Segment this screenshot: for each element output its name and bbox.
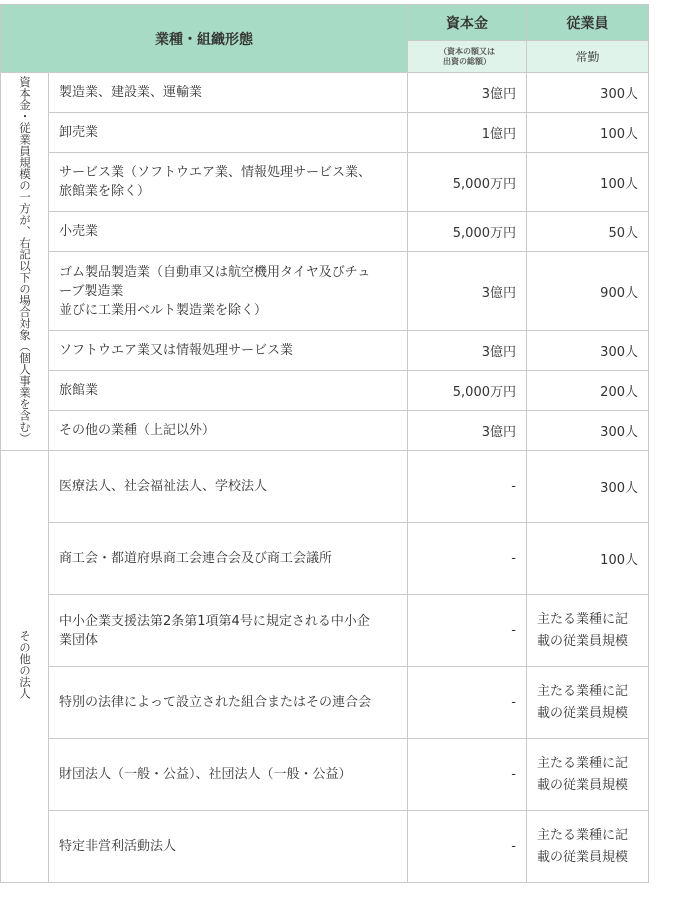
employees-value xyxy=(527,595,649,667)
employees-value-line: 主たる業種に記 xyxy=(537,755,629,771)
industry-name-line: 小売業 xyxy=(59,224,99,239)
industry-name-line: 特定非営利活動法人 xyxy=(59,839,177,854)
employees-note: 常勤 xyxy=(527,41,649,73)
industry-name xyxy=(49,153,408,212)
industry-name-line: ーブ製造業 xyxy=(59,283,124,299)
table-row xyxy=(1,113,649,153)
employees-value: 900人 xyxy=(527,252,649,331)
employees-value-line: 載の従業員規模 xyxy=(537,633,629,649)
industry-name-line: 並びに工業用ベルト製造業を除く） xyxy=(59,302,268,318)
industry-name xyxy=(49,411,408,451)
industry-name xyxy=(49,523,408,595)
industry-name-line: サービス業（ソフトウエア業、情報処理サービス業、 xyxy=(59,165,372,180)
employees-value-line: 300人 xyxy=(600,481,638,496)
industry-name-line: 業団体 xyxy=(59,632,99,648)
industry-name-line: その他の業種（上記以外） xyxy=(59,423,216,438)
industry-name-line: 医療法人、社会福祉法人、学校法人 xyxy=(59,479,268,494)
industry-name xyxy=(49,252,408,331)
industry-name-line: 卸売業 xyxy=(59,125,99,140)
industry-name-line: ゴム製品製造業（自動車又は航空機用タイヤ及びチュ xyxy=(59,264,371,280)
capital-value: 1億円 xyxy=(408,113,527,153)
table-row xyxy=(1,595,649,667)
industry-name-line: 旅館業を除く） xyxy=(59,184,151,199)
group-label-cell xyxy=(1,451,49,883)
sme-definition-table xyxy=(0,4,649,883)
capital-header: 資本金 xyxy=(408,5,527,41)
employees-value: 300人 xyxy=(527,73,649,113)
industry-name xyxy=(49,371,408,411)
employees-value: 300人 xyxy=(527,411,649,451)
table-row xyxy=(1,523,649,595)
employees-value-line: 載の従業員規模 xyxy=(537,777,629,793)
group-label: その他の法人 xyxy=(18,630,32,699)
capital-value: - xyxy=(408,595,527,667)
employees-value xyxy=(527,811,649,883)
capital-value: - xyxy=(408,811,527,883)
capital-value: 3億円 xyxy=(408,73,527,113)
employees-value xyxy=(527,667,649,739)
capital-value: - xyxy=(408,451,527,523)
industry-name xyxy=(49,73,408,113)
group-label: 資本金・従業員規模の一方が、右記以下の場合対象（個人事業を含む） xyxy=(18,75,32,444)
table-body xyxy=(1,73,649,883)
employees-value-line: 100人 xyxy=(600,553,638,568)
employees-value-line: 載の従業員規模 xyxy=(537,705,629,721)
industry-name xyxy=(49,451,408,523)
capital-value: 5,000万円 xyxy=(408,153,527,212)
employees-value xyxy=(527,523,649,595)
employees-value-line: 主たる業種に記 xyxy=(537,611,629,627)
table-row xyxy=(1,153,649,212)
table-row xyxy=(1,73,649,113)
industry-name-line: 特別の法律によって設立された組合またはその連合会 xyxy=(59,695,372,710)
group-label-cell xyxy=(1,73,49,451)
employees-value: 200人 xyxy=(527,371,649,411)
capital-value: 5,000万円 xyxy=(408,371,527,411)
table-row xyxy=(1,451,649,523)
industry-name xyxy=(49,811,408,883)
employees-value: 300人 xyxy=(527,331,649,371)
industry-name-line: 旅館業 xyxy=(59,383,99,398)
industry-name xyxy=(49,212,408,252)
table-row xyxy=(1,667,649,739)
table-row xyxy=(1,811,649,883)
employees-value: 50人 xyxy=(527,212,649,252)
industry-name-line: 製造業、建設業、運輸業 xyxy=(59,85,203,100)
capital-value: 3億円 xyxy=(408,331,527,371)
table-row xyxy=(1,212,649,252)
table-row xyxy=(1,331,649,371)
employees-value-line: 主たる業種に記 xyxy=(537,827,629,843)
industry-name-line: 中小企業支援法第2条第1項第4号に規定される中小企 xyxy=(59,613,370,629)
employees-value: 100人 xyxy=(527,113,649,153)
table-row xyxy=(1,371,649,411)
category-header: 業種・組織形態 xyxy=(1,5,408,73)
employees-value-line: 主たる業種に記 xyxy=(537,683,629,699)
capital-value: - xyxy=(408,667,527,739)
industry-name-line: 商工会・都道府県商工会連合会及び商工会議所 xyxy=(59,551,333,566)
industry-name xyxy=(49,667,408,739)
table-row xyxy=(1,739,649,811)
industry-name xyxy=(49,739,408,811)
industry-name-line: ソフトウエア業又は情報処理サービス業 xyxy=(59,343,294,358)
capital-value: 5,000万円 xyxy=(408,212,527,252)
industry-name xyxy=(49,113,408,153)
capital-value: 3億円 xyxy=(408,411,527,451)
employees-value xyxy=(527,739,649,811)
capital-value: - xyxy=(408,739,527,811)
capital-value: - xyxy=(408,523,527,595)
industry-name xyxy=(49,331,408,371)
capital-value: 3億円 xyxy=(408,252,527,331)
industry-name-line: 財団法人（一般・公益）、社団法人（一般・公益） xyxy=(59,767,352,782)
table-row xyxy=(1,252,649,331)
capital-note-line1: （資本の額又は xyxy=(439,46,495,56)
employees-value-line: 載の従業員規模 xyxy=(537,849,629,865)
capital-note-line2: 出資の総額） xyxy=(443,56,491,66)
table-row xyxy=(1,411,649,451)
employees-value: 100人 xyxy=(527,153,649,212)
capital-note xyxy=(408,41,527,73)
employees-value xyxy=(527,451,649,523)
employees-header: 従業員 xyxy=(527,5,649,41)
industry-name xyxy=(49,595,408,667)
